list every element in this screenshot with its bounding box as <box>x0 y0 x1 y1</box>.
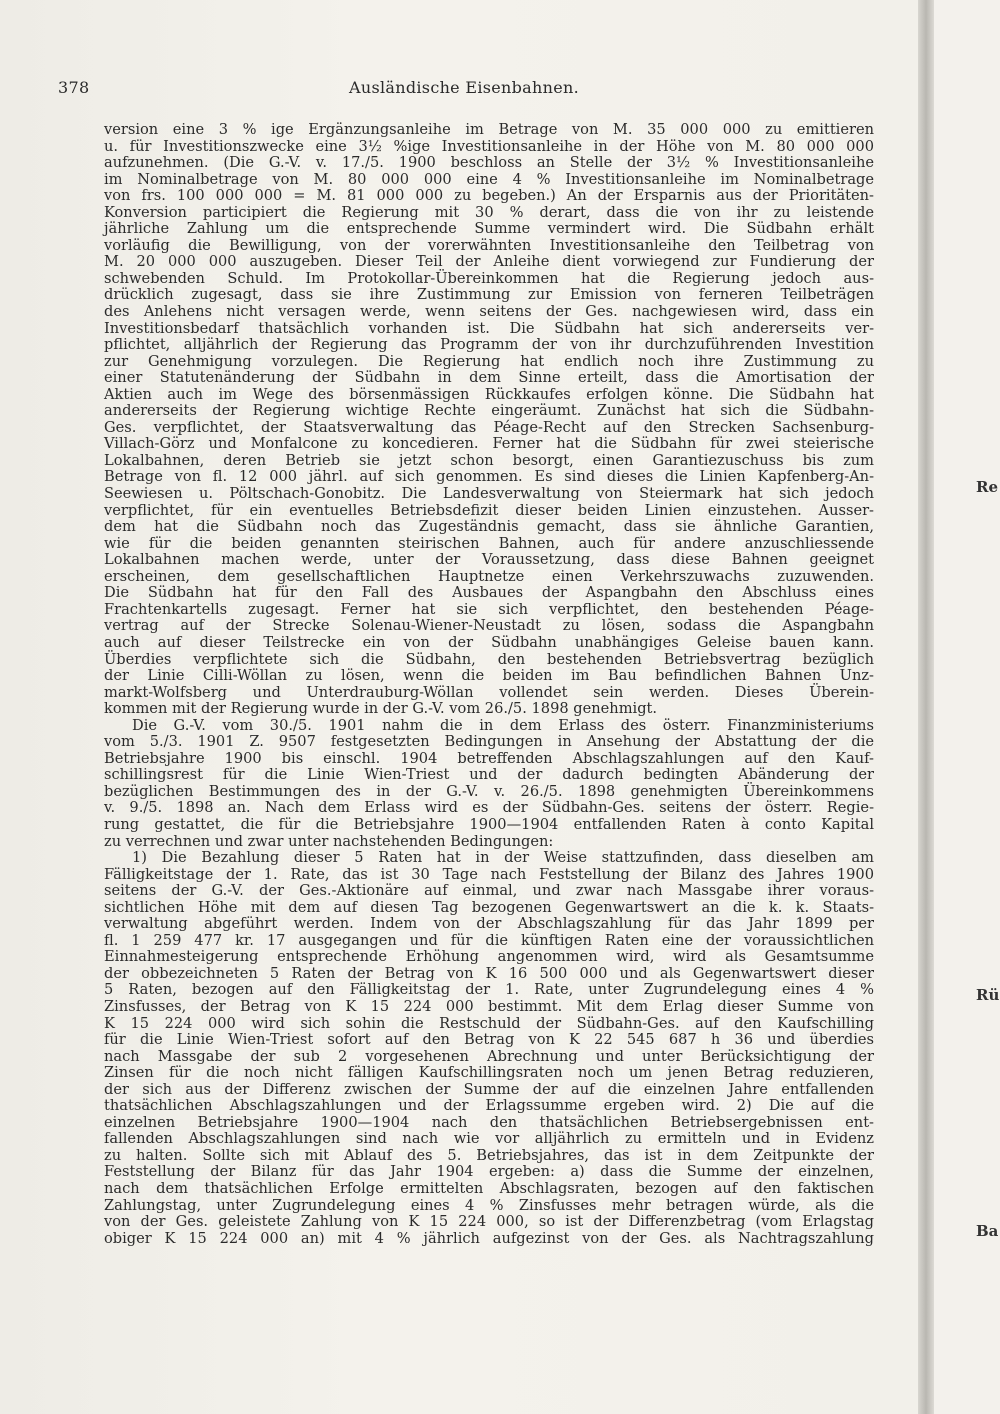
text-line: jährliche Zahlung um die entsprechende Summe vermindert wird. Die Südbahn erhält <box>104 220 874 238</box>
edge-fragment: Re <box>976 478 999 496</box>
text-line: einzelnen Betriebsjahre 1900—1904 nach den thatsächlichen Betriebsergebnissen ent- <box>104 1113 874 1131</box>
text-line: von frs. 100 000 000 = M. 81 000 000 zu begeben.) An der Ersparnis aus der Prioritäten- <box>104 187 874 205</box>
text-line: markt-Wolfsberg und Unterdrauburg-Wöllan vollendet sein werden. Dieses Überein- <box>104 683 874 701</box>
text-line: der Linie Cilli-Wöllan zu lösen, wenn die beiden im Bau befindlichen Bahnen Unz- <box>104 667 874 685</box>
text-line: Die G.-V. vom 30./5. 1901 nahm die in dem Erlass des österr. Finanzministeriums <box>132 716 874 734</box>
text-line: Frachtenkartells zugesagt. Ferner hat sie sich verpflichtet, den bestehenden Péage- <box>104 600 874 618</box>
text-line: zu verrechnen und zwar unter nachstehenden Bedingungen: <box>104 832 554 850</box>
text-line: 5 Raten, bezogen auf den Fälligkeitstag der 1. Rate, unter Zugrundelegung eines 4 % <box>104 981 874 999</box>
text-line: kommen mit der Regierung wurde in der G.-V. vom 26./5. 1898 genehmigt. <box>104 700 658 718</box>
edge-fragment: Ba <box>976 1222 999 1240</box>
text-line: Zinsen für die noch nicht fälligen Kaufschillingsraten noch um jenen Betrag reduzieren, <box>104 1064 874 1082</box>
text-line: für die Linie Wien-Triest sofort auf den Betrag von K 22 545 687 h 36 und überdies <box>104 1031 874 1049</box>
text-line: obiger K 15 224 000 an) mit 4 % jährlich aufgezinst von der Ges. als Nachtragszahlung <box>104 1229 874 1247</box>
text-line: schwebenden Schuld. Im Protokollar-Übereinkommen hat die Regierung jedoch aus- <box>104 269 874 287</box>
text-line: vorläufig die Bewilligung, von der vorerwähnten Investitionsanleihe den Teilbetrag von <box>104 236 874 254</box>
text-line: verpflichtet, für ein eventuelles Betriebsdefizit dieser beiden Linien einzustehen. Ausser- <box>104 501 874 519</box>
text-line: schillingsrest für die Linie Wien-Triest und der dadurch bedingten Abänderung der <box>104 766 874 784</box>
text-line: zu halten. Sollte sich mit Ablauf des 5. Betriebsjahres, das ist in dem Zeitpunkte der <box>104 1146 874 1164</box>
text-line: pflichtet, alljährlich der Regierung das Programm der von ihr durchzuführenden Investition <box>104 336 874 354</box>
running-title: Ausländische Eisenbahnen. <box>349 78 579 97</box>
text-line: thatsächlichen Abschlagszahlungen und der Erlagssumme ergeben wird. 2) Die auf die <box>104 1097 874 1115</box>
text-line: aufzunehmen. (Die G.-V. v. 17./5. 1900 beschloss an Stelle der 3½ % Investitionsanleihe <box>104 154 874 172</box>
text-line: sichtlichen Höhe mit dem auf diesen Tag bezogenen Gegenwartswert an die k. k. Staats- <box>104 898 874 916</box>
text-line: fallenden Abschlagszahlungen sind nach wie vor alljährlich zu ermitteln und in Evidenz <box>104 1130 874 1148</box>
text-line: wie für die beiden genannten steirischen Bahnen, auch für andere anzuschliessende <box>104 534 874 552</box>
text-line: seitens der G.-V. der Ges.-Aktionäre auf einmal, und zwar nach Massgabe ihrer voraus- <box>104 882 874 900</box>
text-line: u. für Investitionszwecke eine 3½ %ige Investitionsanleihe in der Höhe von M. 80 000 000 <box>104 137 874 155</box>
text-line: nach Massgabe der sub 2 vorgesehenen Abrechnung und unter Berücksichtigung der <box>104 1047 874 1065</box>
edge-fragment: Rü <box>976 986 1000 1004</box>
text-line: im Nominalbetrage von M. 80 000 000 eine 4 % Investitionsanleihe im Nominalbetrage <box>104 170 874 188</box>
text-line: Einnahmesteigerung entsprechende Erhöhung angenommen wird, wird als Gesamtsumme <box>104 948 874 966</box>
page-header <box>58 78 870 100</box>
text-line: Betrage von fl. 12 000 jährl. auf sich genommen. Es sind dieses die Linien Kapfenberg-An- <box>104 468 874 486</box>
text-line: version eine 3 % ige Ergänzungsanleihe im Betrage von M. 35 000 000 zu emittieren <box>104 121 874 138</box>
text-line: 1) Die Bezahlung dieser 5 Raten hat in der Weise stattzufinden, dass dieselben am <box>132 849 874 867</box>
text-line: Die Südbahn hat für den Fall des Ausbaues der Aspangbahn den Abschluss eines <box>104 584 874 602</box>
text-line: einer Statutenänderung der Südbahn in dem Sinne erteilt, dass die Amortisation der <box>104 369 874 387</box>
text-line: zur Genehmigung vorzulegen. Die Regierung hat endlich noch ihre Zustimmung zu <box>104 352 874 370</box>
text-line: Investitionsbedarf thatsächlich vorhanden ist. Die Südbahn hat sich andererseits ver- <box>104 319 874 337</box>
text-line: auch auf dieser Teilstrecke ein von der Südbahn unabhängiges Geleise bauen kann. <box>104 633 874 651</box>
text-line: Überdies verpflichtete sich die Südbahn, den bestehenden Betriebsvertrag bezüglich <box>104 650 874 668</box>
text-line: Konversion participiert die Regierung mit 30 % derart, dass die von ihr zu leistende <box>104 203 874 221</box>
body-text <box>104 122 874 1247</box>
text-line: K 15 224 000 wird sich sohin die Restschuld der Südbahn-Ges. auf den Kaufschilling <box>104 1014 874 1032</box>
text-line: Lokalbahnen machen werde, unter der Voraussetzung, dass diese Bahnen geeignet <box>104 551 874 569</box>
text-line: andererseits der Regierung wichtige Rechte eingeräumt. Zunächst hat sich die Südbahn- <box>104 402 874 420</box>
text-line: dem hat die Südbahn noch das Zugeständnis gemacht, dass sie ähnliche Garantien, <box>104 518 874 536</box>
text-line: Ges. verpflichtet, der Staatsverwaltung das Péage-Recht auf den Strecken Sachsenburg- <box>104 418 874 436</box>
text-line: des Anlehens nicht versagen werde, wenn seitens der Ges. nachgewiesen wird, dass ein <box>104 303 874 321</box>
adjacent-page-edge <box>934 0 1000 1414</box>
text-line: Betriebsjahre 1900 bis einschl. 1904 betreffenden Abschlagszahlungen auf den Kauf- <box>104 749 874 767</box>
text-line: von der Ges. geleistete Zahlung von K 15 224 000, so ist der Differenzbetrag (vom Erlagstag <box>104 1213 874 1231</box>
text-line: Lokalbahnen, deren Betrieb sie jetzt schon besorgt, einen Garantiezuschuss bis zum <box>104 451 874 469</box>
text-line: Zahlungstag, unter Zugrundelegung eines 4 % Zinsfusses mehr betragen würde, als die <box>104 1196 874 1214</box>
text-line: fl. 1 259 477 kr. 17 ausgegangen und für die künftigen Raten eine der voraussichtlichen <box>104 931 874 949</box>
text-line: bezüglichen Bestimmungen des in der G.-V. v. 26./5. 1898 genehmigten Übereinkommens <box>104 782 874 800</box>
text-line: der sich aus der Differenz zwischen der Summe der auf die einzelnen Jahre entfallenden <box>104 1080 874 1098</box>
text-line: drücklich zugesagt, dass sie ihre Zustimmung zur Emission von ferneren Teilbeträgen <box>104 286 874 304</box>
text-line: Villach-Görz und Monfalcone zu koncedieren. Ferner hat die Südbahn für zwei steierische <box>104 435 874 453</box>
text-line: erscheinen, dem gesellschaftlichen Hauptnetze einen Verkehrszuwachs zuzuwenden. <box>104 567 874 585</box>
text-line: Zinsfusses, der Betrag von K 15 224 000 bestimmt. Mit dem Erlag dieser Summe von <box>104 997 874 1015</box>
text-line: M. 20 000 000 auszugeben. Dieser Teil der Anleihe dient vorwiegend zur Fundierung der <box>104 253 874 271</box>
book-gutter <box>918 0 934 1414</box>
text-line: vertrag auf der Strecke Solenau-Wiener-Neustadt zu lösen, sodass die Aspangbahn <box>104 617 874 635</box>
text-line: verwaltung abgeführt werden. Indem von der Abschlagszahlung für das Jahr 1899 per <box>104 915 874 933</box>
text-line: Aktien auch im Wege des börsenmässigen Rückkaufes erfolgen könne. Die Südbahn hat <box>104 385 874 403</box>
text-line: Feststellung der Bilanz für das Jahr 1904 ergeben: a) dass die Summe der einzelnen, <box>104 1163 874 1181</box>
text-line: vom 5./3. 1901 Z. 9507 festgesetzten Bedingungen in Ansehung der Abstattung der die <box>104 733 874 751</box>
text-line: Fälligkeitstage der 1. Rate, das ist 30 Tage nach Feststellung der Bilanz des Jahres 1900 <box>104 865 874 883</box>
text-line: nach dem thatsächlichen Erfolge ermittelten Abschlagsraten, bezogen auf den faktischen <box>104 1180 874 1197</box>
text-line: rung gestattet, die für die Betriebsjahre 1900—1904 entfallenden Raten à conto Kapital <box>104 815 874 833</box>
text-line: Seewiesen u. Pöltschach-Gonobitz. Die Landesverwaltung von Steiermark hat sich jedoch <box>104 485 874 503</box>
page-number: 378 <box>58 78 90 97</box>
text-line: der obbezeichneten 5 Raten der Betrag von K 16 500 000 und als Gegenwartswert dieser <box>104 964 874 982</box>
text-line: v. 9./5. 1898 an. Nach dem Erlass wird es der Südbahn-Ges. seitens der österr. Regie- <box>104 799 874 817</box>
